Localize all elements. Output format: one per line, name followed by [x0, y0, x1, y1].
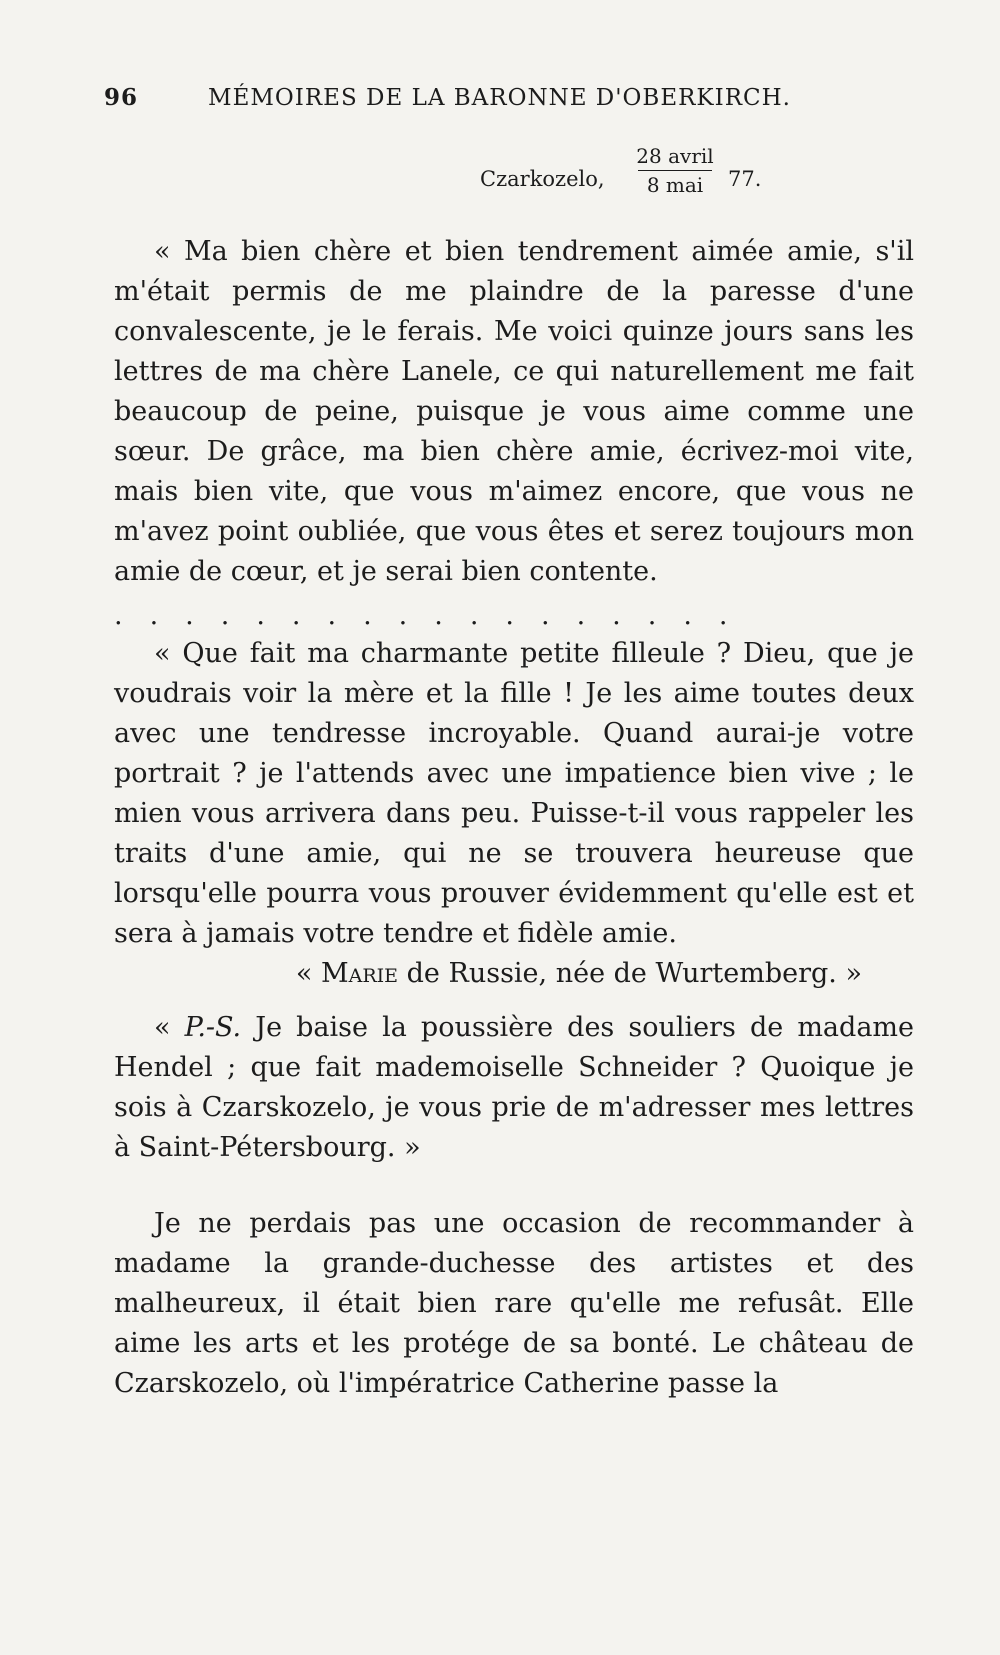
dateline-julian-date: 28 avril	[636, 144, 714, 168]
postscript-paragraph	[114, 1008, 914, 1168]
running-header	[104, 84, 894, 111]
fraction-bar	[638, 170, 712, 171]
ps-text: Je baise la poussière des souliers de madame Hendel ; que fait mademoiselle Schneider ? Quoique je sois à Czarskozelo, je vous prie de m'adresser mes lettres à Saint-Pétersbourg. »	[114, 1012, 914, 1163]
signature-rest: de Russie, née de Wurtemberg. »	[398, 958, 862, 989]
narrative-paragraph: Je ne perdais pas une occasion de recommander à madame la grande-duchesse des artistes et des malheureux, il était bien rare qu'elle me refusât. Elle aime les arts et les protége de sa bonté. Le château de Czarskozelo, où l'impératrice Catherine passe la	[114, 1208, 914, 1399]
signature-name: Marie	[321, 958, 399, 989]
dateline-year: 77.	[728, 167, 762, 191]
letter-paragraph-1: « Ma bien chère et bien tendrement aimée amie, s'il m'était permis de me plaindre de la paresse d'une convalescente, je le ferais. Me voici quinze jours sans les lettres de ma chère Lanele, ce qui naturellement me fait beaucoup de peine, puisque je vous aime comme une sœur. De grâce, ma bien chère amie, écrivez-moi vite, mais bien vite, que vous m'aimez encore, que vous ne m'avez point oubliée, que vous êtes et serez toujours mon amie de cœur, et je serai bien contente.	[114, 236, 914, 587]
ps-open-quote: «	[154, 1012, 185, 1043]
ellipsis-row: ..................	[114, 600, 755, 631]
page-body	[114, 232, 914, 1404]
letter-dateline	[480, 145, 780, 215]
spacer	[114, 1168, 914, 1204]
signature-open-quote: «	[295, 958, 321, 989]
page-number: 96	[104, 84, 139, 111]
dateline-gregorian-date: 8 mai	[646, 173, 704, 197]
dateline-place: Czarkozelo,	[480, 167, 605, 191]
letter-signature	[114, 954, 914, 994]
running-title: MÉMOIRES DE LA BARONNE D'OBERKIRCH.	[208, 85, 791, 111]
dateline-date-fraction	[630, 145, 720, 196]
letter-paragraph-2: « Que fait ma charmante petite filleule ? Dieu, que je voudrais voir la mère et la fille ! Je les aime toutes deux avec une tendresse incroyable. Quand aurai-je votre portrait ? je l'attends avec une impatience bien vive ; le mien vous arrivera dans peu. Puisse-t-il vous rappeler les traits d'une amie, qui ne se trouvera heureuse que lorsqu'elle pourra vous prouver évidemment qu'elle est et sera à jamais votre tendre et fidèle amie.	[114, 638, 914, 949]
spacer	[114, 994, 914, 1008]
ps-label: P.-S.	[184, 1012, 242, 1043]
